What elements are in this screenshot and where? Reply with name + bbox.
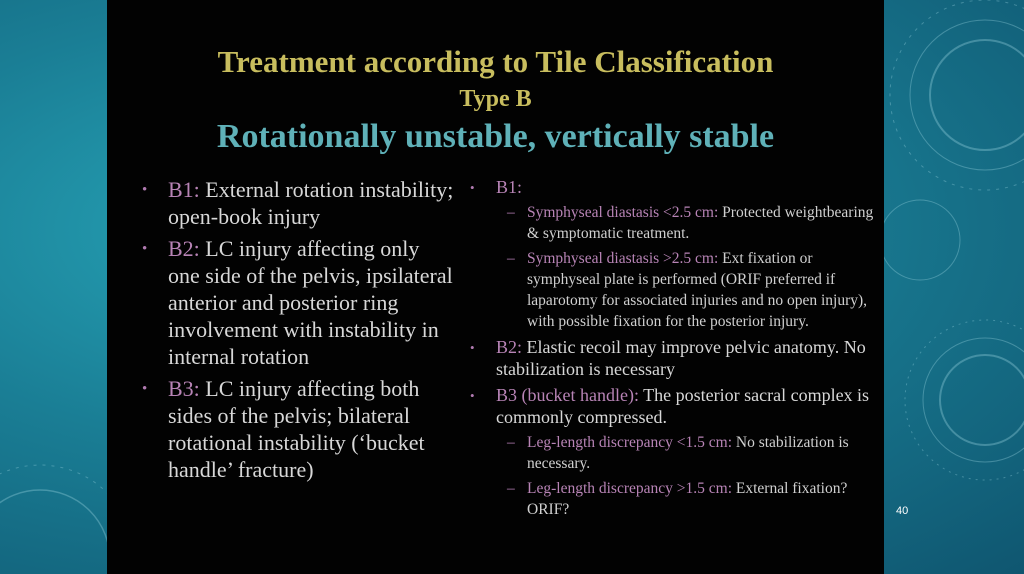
sub-bullet-text: Ext fixation or symphyseal plate is performed (ORIF preferred if laparotomy for associated injuries and no open injury), with possible fixation for the posterior injury. [527, 250, 868, 330]
dash-icon: – [507, 250, 515, 267]
bullet-tag: B1: [168, 177, 200, 202]
bullet-tag: B3 (bucket handle): [496, 385, 639, 405]
bullet-b1 [139, 176, 455, 230]
bullet-tag: B2: [496, 337, 523, 357]
bullet-tag: B1: [496, 177, 523, 197]
bullet-dot-icon: • [142, 182, 148, 198]
bullet-dot-icon: • [142, 381, 148, 397]
sub-bullet [467, 202, 877, 244]
slide-subtitle: Type B [459, 86, 532, 112]
sub-bullet-tag: Leg-length discrepancy >1.5 cm: [527, 480, 733, 497]
dash-icon: – [507, 480, 515, 497]
sub-bullet [467, 432, 877, 474]
bullet-text: The posterior sacral complex is commonly compressed. [496, 385, 870, 427]
page-number: 40 [896, 505, 909, 517]
sub-bullet-text: No stabilization is necessary. [527, 434, 849, 472]
sub-bullet-text: External fixation? ORIF? [527, 480, 848, 518]
dash-icon: – [507, 434, 515, 451]
bullet-dot-icon: • [470, 340, 475, 355]
slide-title: Treatment according to Tile Classification [217, 44, 774, 79]
bullet-dot-icon: • [470, 180, 475, 195]
sub-bullet [467, 478, 877, 520]
sub-bullet-tag: Symphyseal diastasis <2.5 cm: [527, 204, 719, 221]
bullet-tag: B2: [168, 236, 200, 261]
sub-bullet-tag: Leg-length discrepancy <1.5 cm: [527, 434, 733, 451]
bullet-text: LC injury affecting only one side of the pelvis, ipsilateral anterior and posterior ring involvement with instability in internal rotation [168, 236, 453, 369]
right-bullet-b3 [467, 384, 877, 428]
left-column [139, 176, 455, 488]
bullet-dot-icon: • [470, 388, 475, 403]
bullet-b2 [139, 235, 455, 370]
bullet-text: LC injury affecting both sides of the pelvis; bilateral rotational instability (‘bucket handle’ fracture) [168, 376, 425, 482]
bullet-text: Elastic recoil may improve pelvic anatomy. No stabilization is necessary [496, 337, 866, 379]
slide-heading: Rotationally unstable, vertically stable [216, 118, 775, 155]
dash-icon: – [507, 204, 515, 221]
right-column [467, 176, 877, 524]
right-bullet-b1 [467, 176, 877, 198]
sub-bullet-text: Protected weightbearing & symptomatic treatment. [527, 204, 874, 242]
bullet-text: External rotation instability; open-book injury [168, 177, 454, 229]
bullet-dot-icon: • [142, 241, 148, 257]
bullet-tag: B3: [168, 376, 200, 401]
sub-bullet [467, 248, 877, 332]
sub-bullet-tag: Symphyseal diastasis >2.5 cm: [527, 250, 719, 267]
slide [107, 0, 884, 574]
right-bullet-b2 [467, 336, 877, 380]
bullet-b3 [139, 375, 455, 483]
